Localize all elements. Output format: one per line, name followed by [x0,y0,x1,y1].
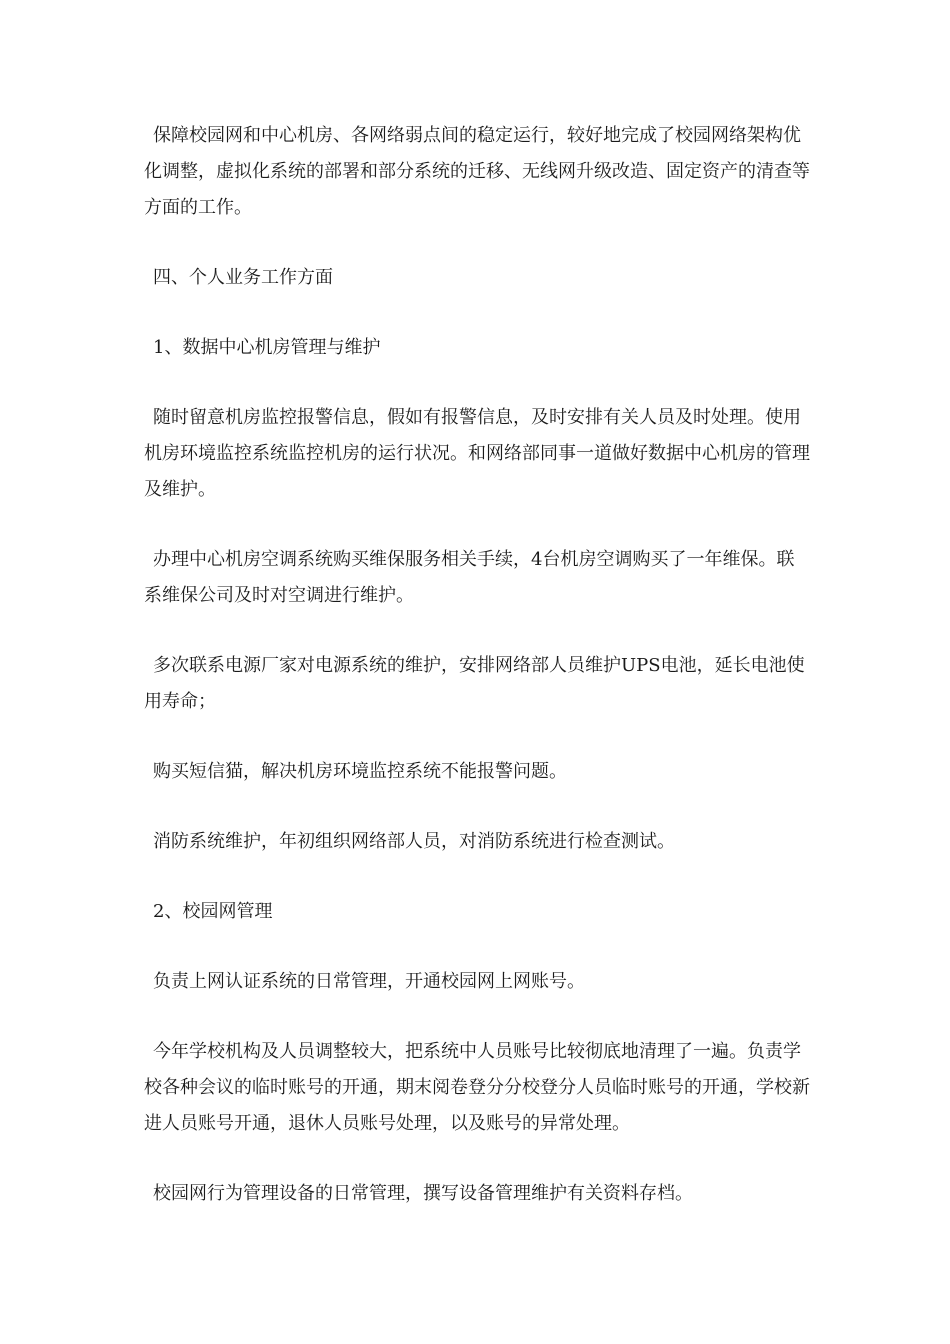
subheading-campus-network: 2、校园网管理 [153,901,273,922]
paragraph-network-stability: 保障校园网和中心机房、各网络弱点间的稳定运行，较好地完成了校园网络架构优化调整，虚拟化系统的部署和部分系统的迁移、无线网升级改造、固定资产的清查等方面的工作。 [144,125,810,218]
paragraph-account-cleanup: 今年学校机构及人员调整较大，把系统中人员账号比较彻底地清理了一遍。负责学校各种会议的临时账号的开通，期末阅卷登分分校登分人员临时账号的开通，学校新进人员账号开通，退休人员账号处理，以及账号的异常处理。 [144,1041,810,1134]
paragraph-monitoring: 随时留意机房监控报警信息，假如有报警信息，及时安排有关人员及时处理。使用机房环境监控系统监控机房的运行状况。和网络部同事一道做好数据中心机房的管理及维护。 [144,407,810,500]
section-heading-personal-work: 四、个人业务工作方面 [153,267,333,288]
paragraph-power-system: 多次联系电源厂家对电源系统的维护，安排网络部人员维护UPS电池，延长电池使用寿命； [144,655,805,712]
paragraph-auth-system: 负责上网认证系统的日常管理，开通校园网上网账号。 [153,971,585,992]
paragraph-behavior-management: 校园网行为管理设备的日常管理，撰写设备管理维护有关资料存档。 [153,1183,693,1204]
document-body [144,118,812,1246]
paragraph-sms-modem: 购买短信猫，解决机房环境监控系统不能报警问题。 [153,761,567,782]
paragraph-fire-system: 消防系统维护，年初组织网络部人员，对消防系统进行检查测试。 [153,831,675,852]
subheading-data-center: 1、数据中心机房管理与维护 [153,337,381,358]
paragraph-air-conditioning: 办理中心机房空调系统购买维保服务相关手续，4台机房空调购买了一年维保。联系维保公司及时对空调进行维护。 [144,549,795,606]
